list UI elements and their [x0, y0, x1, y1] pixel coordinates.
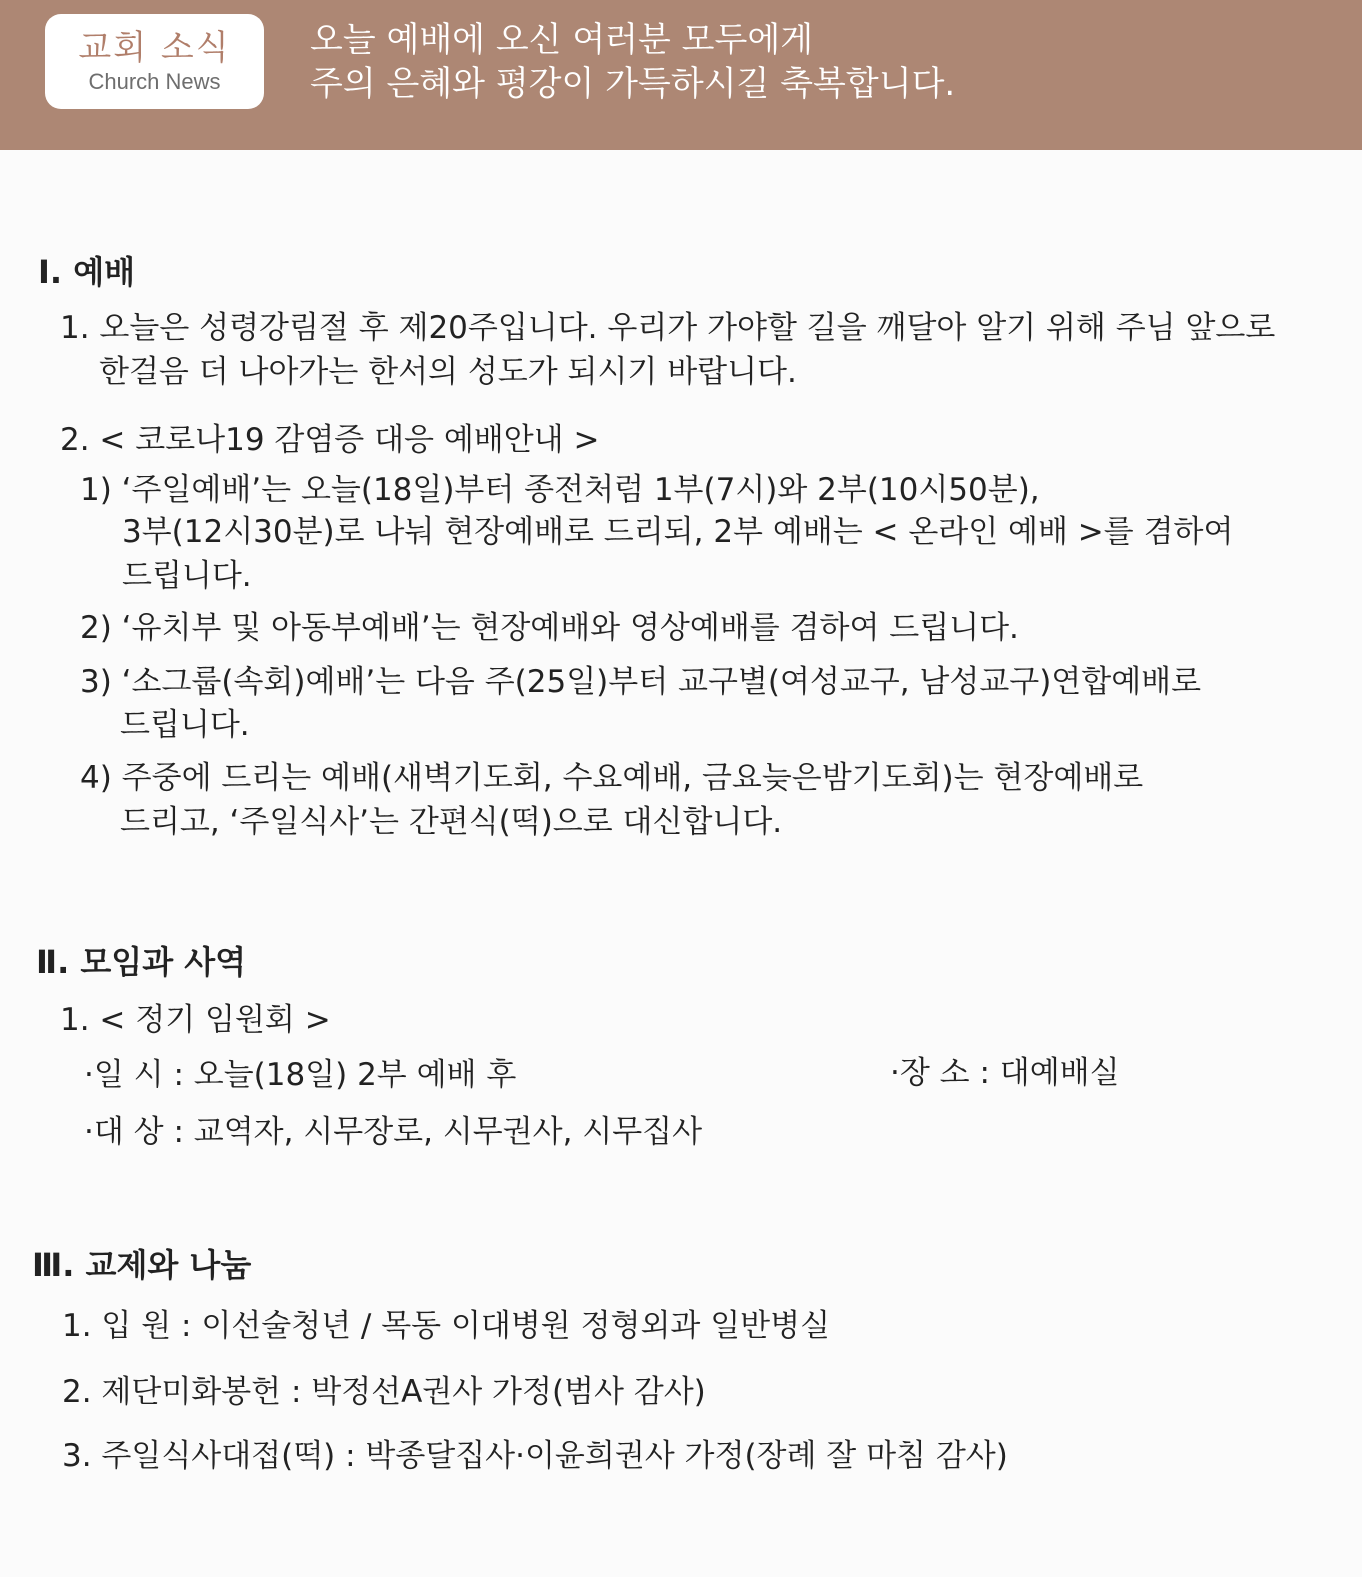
- meeting-item1-heading: 1. < 정기 임원회 >: [60, 1002, 331, 1038]
- section-worship-title: Ⅰ. 예배: [38, 253, 136, 291]
- fellowship-item3: 3. 주일식사대접(떡) : 박종달집사·이윤희권사 가정(장례 잘 마침 감사): [62, 1438, 1008, 1474]
- greeting-line-2: 주의 은혜와 평강이 가득하시길 축복합니다.: [310, 64, 956, 104]
- greeting: [310, 18, 955, 106]
- header-banner: [0, 0, 1362, 150]
- worship-sub1-line3: 드립니다.: [122, 558, 252, 594]
- worship-item1-line1: 1. 오늘은 성령강림절 후 제20주입니다. 우리가 가야할 길을 깨달아 알기 위해 주님 앞으로: [60, 310, 1276, 346]
- meeting-place: ·장 소 : 대예배실: [890, 1055, 1120, 1091]
- meeting-target: ·대 상 : 교역자, 시무장로, 시무권사, 시무집사: [84, 1114, 703, 1150]
- section-meetings-title: Ⅱ. 모임과 사역: [36, 943, 247, 981]
- worship-sub4-line2: 드리고, ‘주일식사’는 간편식(떡)으로 대신합니다.: [120, 804, 783, 840]
- worship-sub4-line1: 4) 주중에 드리는 예배(새벽기도회, 수요예배, 금요늦은밤기도회)는 현장예배로: [80, 760, 1144, 796]
- church-news-badge: [45, 14, 264, 109]
- badge-title-english: Church News: [88, 69, 221, 94]
- badge-title-korean: 교회 소식: [78, 28, 231, 68]
- worship-item1-line2: 한걸음 더 나아가는 한서의 성도가 되시기 바랍니다.: [99, 354, 797, 390]
- worship-sub3-line2: 드립니다.: [120, 707, 250, 743]
- section-fellowship-title: Ⅲ. 교제와 나눔: [32, 1246, 252, 1284]
- fellowship-item1: 1. 입 원 : 이선술청년 / 목동 이대병원 정형외과 일반병실: [62, 1308, 831, 1344]
- worship-sub2-line1: 2) ‘유치부 및 아동부예배’는 현장예배와 영상예배를 겸하여 드립니다.: [80, 610, 1019, 646]
- worship-item2-heading: 2. < 코로나19 감염증 대응 예배안내 >: [60, 422, 600, 458]
- greeting-line-1: 오늘 예배에 오신 여러분 모두에게: [310, 20, 814, 60]
- worship-sub1-line1: 1) ‘주일예배’는 오늘(18일)부터 종전처럼 1부(7시)와 2부(10시50분),: [80, 472, 1040, 508]
- meeting-time: ·일 시 : 오늘(18일) 2부 예배 후: [84, 1057, 517, 1093]
- worship-sub3-line1: 3) ‘소그룹(속회)예배’는 다음 주(25일)부터 교구별(여성교구, 남성교구)연합예배로: [80, 664, 1202, 700]
- worship-sub1-line2: 3부(12시30분)로 나눠 현장예배로 드리되, 2부 예배는 < 온라인 예배 >를 겸하여: [122, 514, 1234, 550]
- fellowship-item2: 2. 제단미화봉헌 : 박정선A권사 가정(범사 감사): [62, 1374, 706, 1410]
